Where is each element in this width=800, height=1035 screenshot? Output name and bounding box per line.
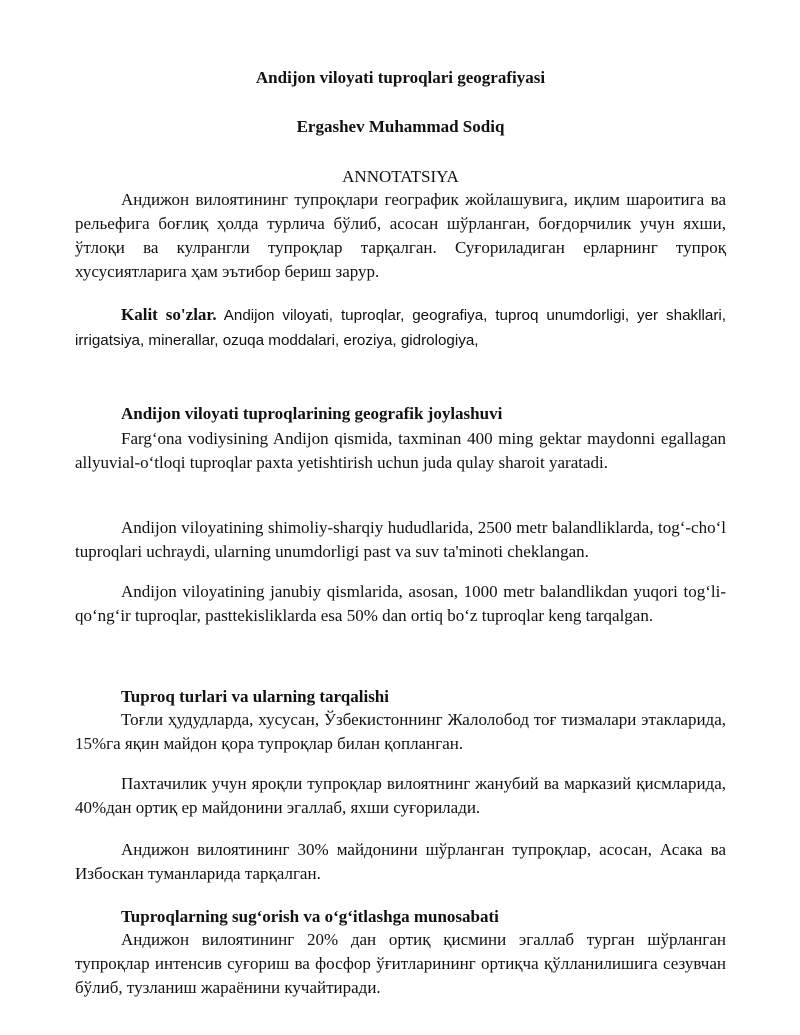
section-heading-soil-types: Tuproq turlari va ularning tarqalishi [121,687,389,706]
keywords-list: Andijon viloyati, tuproqlar, geografiya, tuproq unumdorligi, yer shakllari, irrigatsiya, minerallar, ozuqa moddalari, eroziya, gidrologiya, [75,307,726,349]
document-title: Andijon viloyati tuproqlari geografiyasi [255,68,546,87]
section-paragraph: Пахтачилик учун яроқли тупроқлар вилоятнинг жанубий ва марказий қисмларида, 40%дан ортиқ ер майдонини эгаллаб, яхши суғорилади. [75,774,726,817]
abstract-paragraph: Андижон вилоятининг тупроқлари географик жойлашувига, иқлим шароитига ва рельефига боғлиқ ҳолда турлича бўлиб, асосан шўрланган, боғдорчилик учун яхши, ўтлоқи ва кулрангли тупроқлар тарқалган. Суғориладиган ерларнинг тупроқ хусусиятларига ҳам эътибор бериш зарур. [75,190,726,281]
section-paragraph: Андижон вилоятининг 30% майдонини шўрланган тупроқлар, асосан, Асака ва Избоскан туманларида тарқалган. [75,840,726,883]
abstract-heading: ANNOTATSIYA [342,167,459,186]
author-name: Ergashev Muhammad Sodiq [296,117,505,136]
section-paragraph: Andijon viloyatining janubiy qismlarida, asosan, 1000 metr balandlikdan yuqori tog‘li-qo‘ng‘ir tuproqlar, pasttekisliklarda esa 50% dan ortiq bo‘z tuproqlar keng tarqalgan. [75,582,726,625]
keywords-label: Kalit so'zlar. [121,305,217,324]
keywords-paragraph [75,303,726,353]
section-paragraph: Андижон вилоятининг 20% дан ортиқ қисмини эгаллаб турган шўрланган тупроқлар интенсив суғориш ва фосфор ўғитларининг ортиқча қўлланилишига сезувчан бўлиб, тузланиш жараёнини кучайтиради. [75,930,726,997]
section-heading-location: Andijon viloyati tuproqlarining geografik joylashuvi [121,404,503,423]
section-paragraph: Farg‘ona vodiysining Andijon qismida, taxminan 400 ming gektar maydonni egallagan allyuvial-o‘tloqi tuproqlar paxta yetishtirish uchun juda qulay sharoit yaratadi. [75,429,726,472]
section-paragraph: Andijon viloyatining shimoliy-sharqiy hududlarida, 2500 metr balandliklarda, tog‘-cho‘l tuproqlari uchraydi, ularning unumdorligi past va suv ta'minoti cheklangan. [75,518,726,561]
section-heading-irrigation: Tuproqlarning sug‘orish va o‘g‘itlashga munosabati [121,907,499,926]
section-paragraph: Тоғли ҳудудларда, хусусан, Ўзбекистоннинг Жалолобод тоғ тизмалари этакларида, 15%га яқин майдон қора тупроқлар билан қопланган. [75,710,726,753]
